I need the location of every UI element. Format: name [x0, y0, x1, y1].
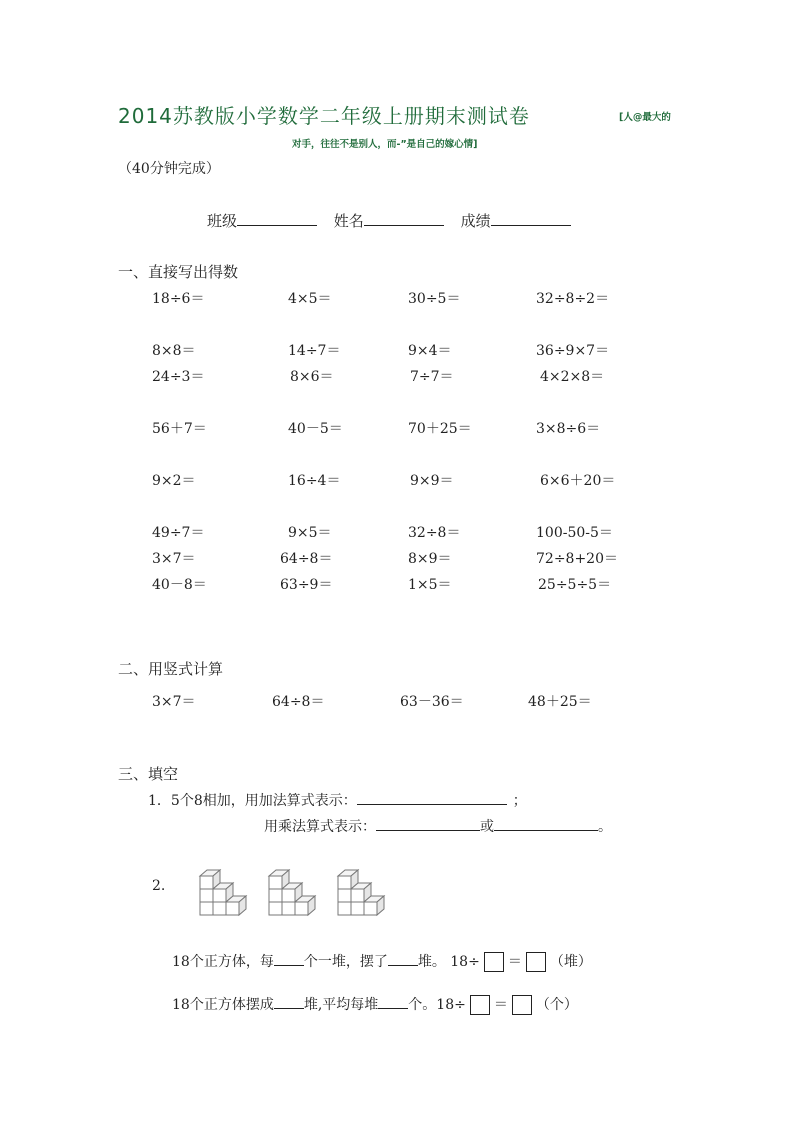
- calc-item: 30÷5＝: [408, 291, 461, 307]
- calc-item: 9×4＝: [408, 343, 452, 359]
- class-label: 班级: [207, 212, 238, 230]
- q2-line1: [172, 951, 592, 972]
- time-note: （40分钟完成）: [118, 161, 220, 177]
- q2-each-pile-blank[interactable]: [378, 994, 408, 1009]
- calc-item: 56＋7＝: [152, 421, 207, 437]
- calc-item: 6×6＋20＝: [540, 473, 616, 489]
- q1-line2: [264, 816, 612, 836]
- calc-item: 36÷9×7＝: [536, 343, 610, 359]
- calc-item: 3×8÷6＝: [536, 421, 601, 437]
- q2-piles-blank[interactable]: [388, 951, 418, 966]
- q1-end2: 。: [598, 819, 612, 835]
- motto-line-1: [人@最大的: [619, 112, 671, 123]
- vertical-calc-item: 64÷8＝: [272, 694, 325, 710]
- q2-line1-divisor-box[interactable]: [484, 952, 504, 972]
- q1-line2-prefix: 用乘法算式表示：: [264, 819, 376, 835]
- score-blank[interactable]: [491, 211, 571, 226]
- q2-line2-unit: （个）: [535, 997, 578, 1013]
- vertical-calc-item: 63－36＝: [400, 694, 464, 710]
- section2-heading: 二、用竖式计算: [118, 660, 224, 678]
- score-label: 成绩: [460, 212, 491, 230]
- calc-item: 16÷4＝: [288, 473, 341, 489]
- q1-multiplication-blank-2[interactable]: [494, 816, 598, 831]
- calc-item: 18÷6＝: [152, 291, 205, 307]
- q2-line2-eq: ＝: [493, 997, 508, 1013]
- info-line: [207, 210, 571, 231]
- q2-line1-eq: ＝: [507, 954, 522, 970]
- q2-piles-made-blank[interactable]: [274, 994, 304, 1009]
- q2-line1-result-box[interactable]: [526, 952, 546, 972]
- q2-line2-a: 18个正方体摆成: [172, 997, 274, 1013]
- calc-item: 3×7＝: [152, 551, 196, 567]
- q1-prefix: 1．5个8相加，用加法算式表示：: [148, 793, 357, 809]
- calc-item: 24÷3＝: [152, 369, 205, 385]
- calc-item: 32÷8＝: [408, 525, 461, 541]
- name-label: 姓名: [333, 212, 364, 230]
- q2-line1-b: 个一堆，摆了: [303, 954, 388, 970]
- vertical-calc-item: 3×7＝: [152, 694, 196, 710]
- calc-item: 7÷7＝: [410, 369, 454, 385]
- cube-stacks-figure: [198, 866, 390, 918]
- calc-item: 14÷7＝: [288, 343, 341, 359]
- q1-end1: ；: [512, 793, 527, 809]
- calc-item: 49÷7＝: [152, 525, 205, 541]
- calc-item: 25÷5÷5＝: [538, 577, 612, 593]
- calc-item: 70＋25＝: [408, 421, 472, 437]
- calc-item: 8×9＝: [408, 551, 452, 567]
- q2-line1-unit: （堆）: [549, 954, 592, 970]
- calc-item: 64÷8＝: [280, 551, 333, 567]
- q1-addition-blank[interactable]: [357, 790, 507, 805]
- calc-item: 4×2×8＝: [540, 369, 605, 385]
- name-blank[interactable]: [364, 211, 444, 226]
- q2-line2-result-box[interactable]: [512, 995, 532, 1015]
- calc-item: 100-50-5＝: [536, 525, 613, 541]
- q2-line2-divisor-box[interactable]: [470, 995, 490, 1015]
- calc-item: 1×5＝: [408, 577, 452, 593]
- calc-item: 72÷8+20＝: [536, 551, 618, 567]
- calc-item: 8×8＝: [152, 343, 196, 359]
- calc-item: 40－8＝: [152, 577, 207, 593]
- cube-stack-image: [198, 866, 390, 918]
- section1-heading: 一、直接写出得数: [118, 263, 239, 281]
- q2-number: 2.: [152, 878, 166, 894]
- q2-line2: [172, 994, 578, 1015]
- calc-item: 9×2＝: [152, 473, 196, 489]
- motto-line-2: 对手，往往不是别人，而-”是自己的嫁心情]: [292, 139, 478, 150]
- q1-line1: [148, 790, 527, 810]
- class-blank[interactable]: [237, 211, 317, 226]
- calc-item: 9×5＝: [288, 525, 332, 541]
- calc-item: 4×5＝: [288, 291, 332, 307]
- calc-item: 63÷9＝: [280, 577, 333, 593]
- calc-item: 8×6＝: [290, 369, 334, 385]
- q2-line1-c: 堆。 18÷: [417, 954, 480, 970]
- vertical-calc-item: 48＋25＝: [528, 694, 592, 710]
- q2-line2-c: 个。18÷: [408, 997, 466, 1013]
- calc-item: 32÷8÷2＝: [536, 291, 610, 307]
- calc-item: 40－5＝: [288, 421, 343, 437]
- q2-line1-a: 18个正方体，每: [172, 954, 274, 970]
- section3-heading: 三、填空: [118, 765, 179, 783]
- q1-or: 或: [480, 819, 494, 835]
- calc-item: 9×9＝: [410, 473, 454, 489]
- page-title: 2014苏教版小学数学二年级上册期末测试卷: [118, 104, 530, 128]
- q1-multiplication-blank-1[interactable]: [376, 816, 480, 831]
- q2-line2-b: 堆,平均每堆: [303, 997, 379, 1013]
- q2-per-pile-blank[interactable]: [274, 951, 304, 966]
